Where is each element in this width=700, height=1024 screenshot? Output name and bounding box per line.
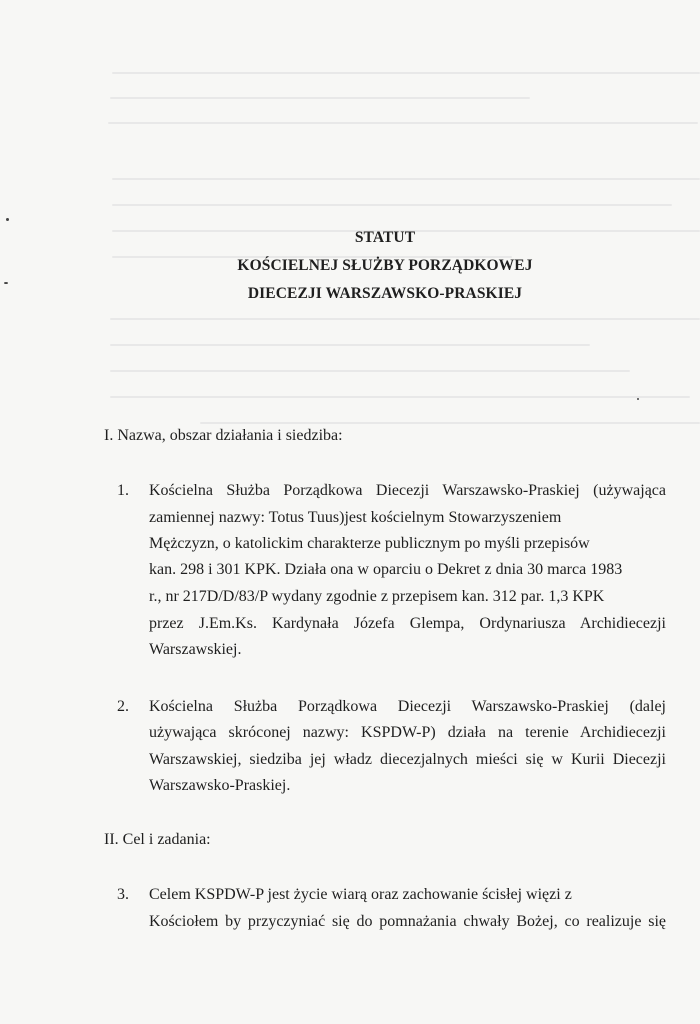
- bleed-through-line: [112, 204, 672, 206]
- document-title: STATUT: [354, 229, 416, 246]
- paragraph-line: kan. 298 i 301 KPK. Działa ona w oparciu o Dekret z dnia 30 marca 1983: [149, 561, 623, 578]
- scan-speck: [6, 218, 9, 221]
- section-heading: I. Nazwa, obszar działania i siedziba:: [104, 427, 343, 444]
- section-heading: II. Cel i zadania:: [104, 831, 211, 848]
- paragraph-line: Kościelna Służba Porządkowa Diecezji Warszawsko-Praskiej (dalej: [149, 698, 666, 715]
- bleed-through-line: [110, 396, 690, 398]
- bleed-through-line: [108, 122, 698, 124]
- scan-speck: [4, 282, 8, 284]
- bleed-through-line: [110, 318, 700, 320]
- bleed-through-line: [110, 370, 630, 372]
- paragraph-line: używająca skróconej nazwy: KSPDW-P) działa na terenie Archidiecezji: [149, 724, 666, 741]
- bleed-through-line: [112, 178, 700, 180]
- paragraph-line: zamiennej nazwy: Totus Tuus)jest kościelnym Stowarzyszeniem: [149, 509, 562, 526]
- bleed-through-line: [110, 344, 590, 346]
- paragraph-line: Warszawskiej.: [149, 641, 242, 658]
- document-subtitle-line2: DIECEZJI WARSZAWSKO-PRASKIEJ: [247, 285, 523, 302]
- bleed-through-line: [200, 422, 700, 424]
- item-number: 2.: [117, 698, 129, 715]
- paragraph-line: Warszawsko-Praskiej.: [149, 777, 291, 794]
- item-number: 1.: [117, 482, 129, 499]
- paragraph-line: Warszawskiej, siedziba jej władz diecezjalnych mieści się w Kurii Diecezji: [149, 751, 666, 768]
- scan-speck: [637, 398, 639, 400]
- paragraph-line: Mężczyzn, o katolickim charakterze publicznym po myśli przepisów: [149, 535, 590, 552]
- item-number: 3.: [117, 886, 129, 903]
- paragraph-line: Kościelna Służba Porządkowa Diecezji Warszawsko-Praskiej (używająca: [149, 482, 666, 499]
- paragraph-line: przez J.Em.Ks. Kardynała Józefa Glempa, Ordynariusza Archidiecezji: [149, 615, 666, 632]
- bleed-through-line: [112, 72, 700, 74]
- paragraph-line: Celem KSPDW-P jest życie wiarą oraz zachowanie ścisłej więzi z: [149, 886, 572, 903]
- bleed-through-line: [110, 97, 530, 99]
- paragraph-line: r., nr 217D/D/83/P wydany zgodnie z przepisem kan. 312 par. 1,3 KPK: [149, 588, 605, 605]
- document-subtitle-line1: KOŚCIELNEJ SŁUŻBY PORZĄDKOWEJ: [237, 257, 533, 274]
- paragraph-line: Kościołem by przyczyniać się do pomnażania chwały Bożej, co realizuje się: [149, 913, 666, 930]
